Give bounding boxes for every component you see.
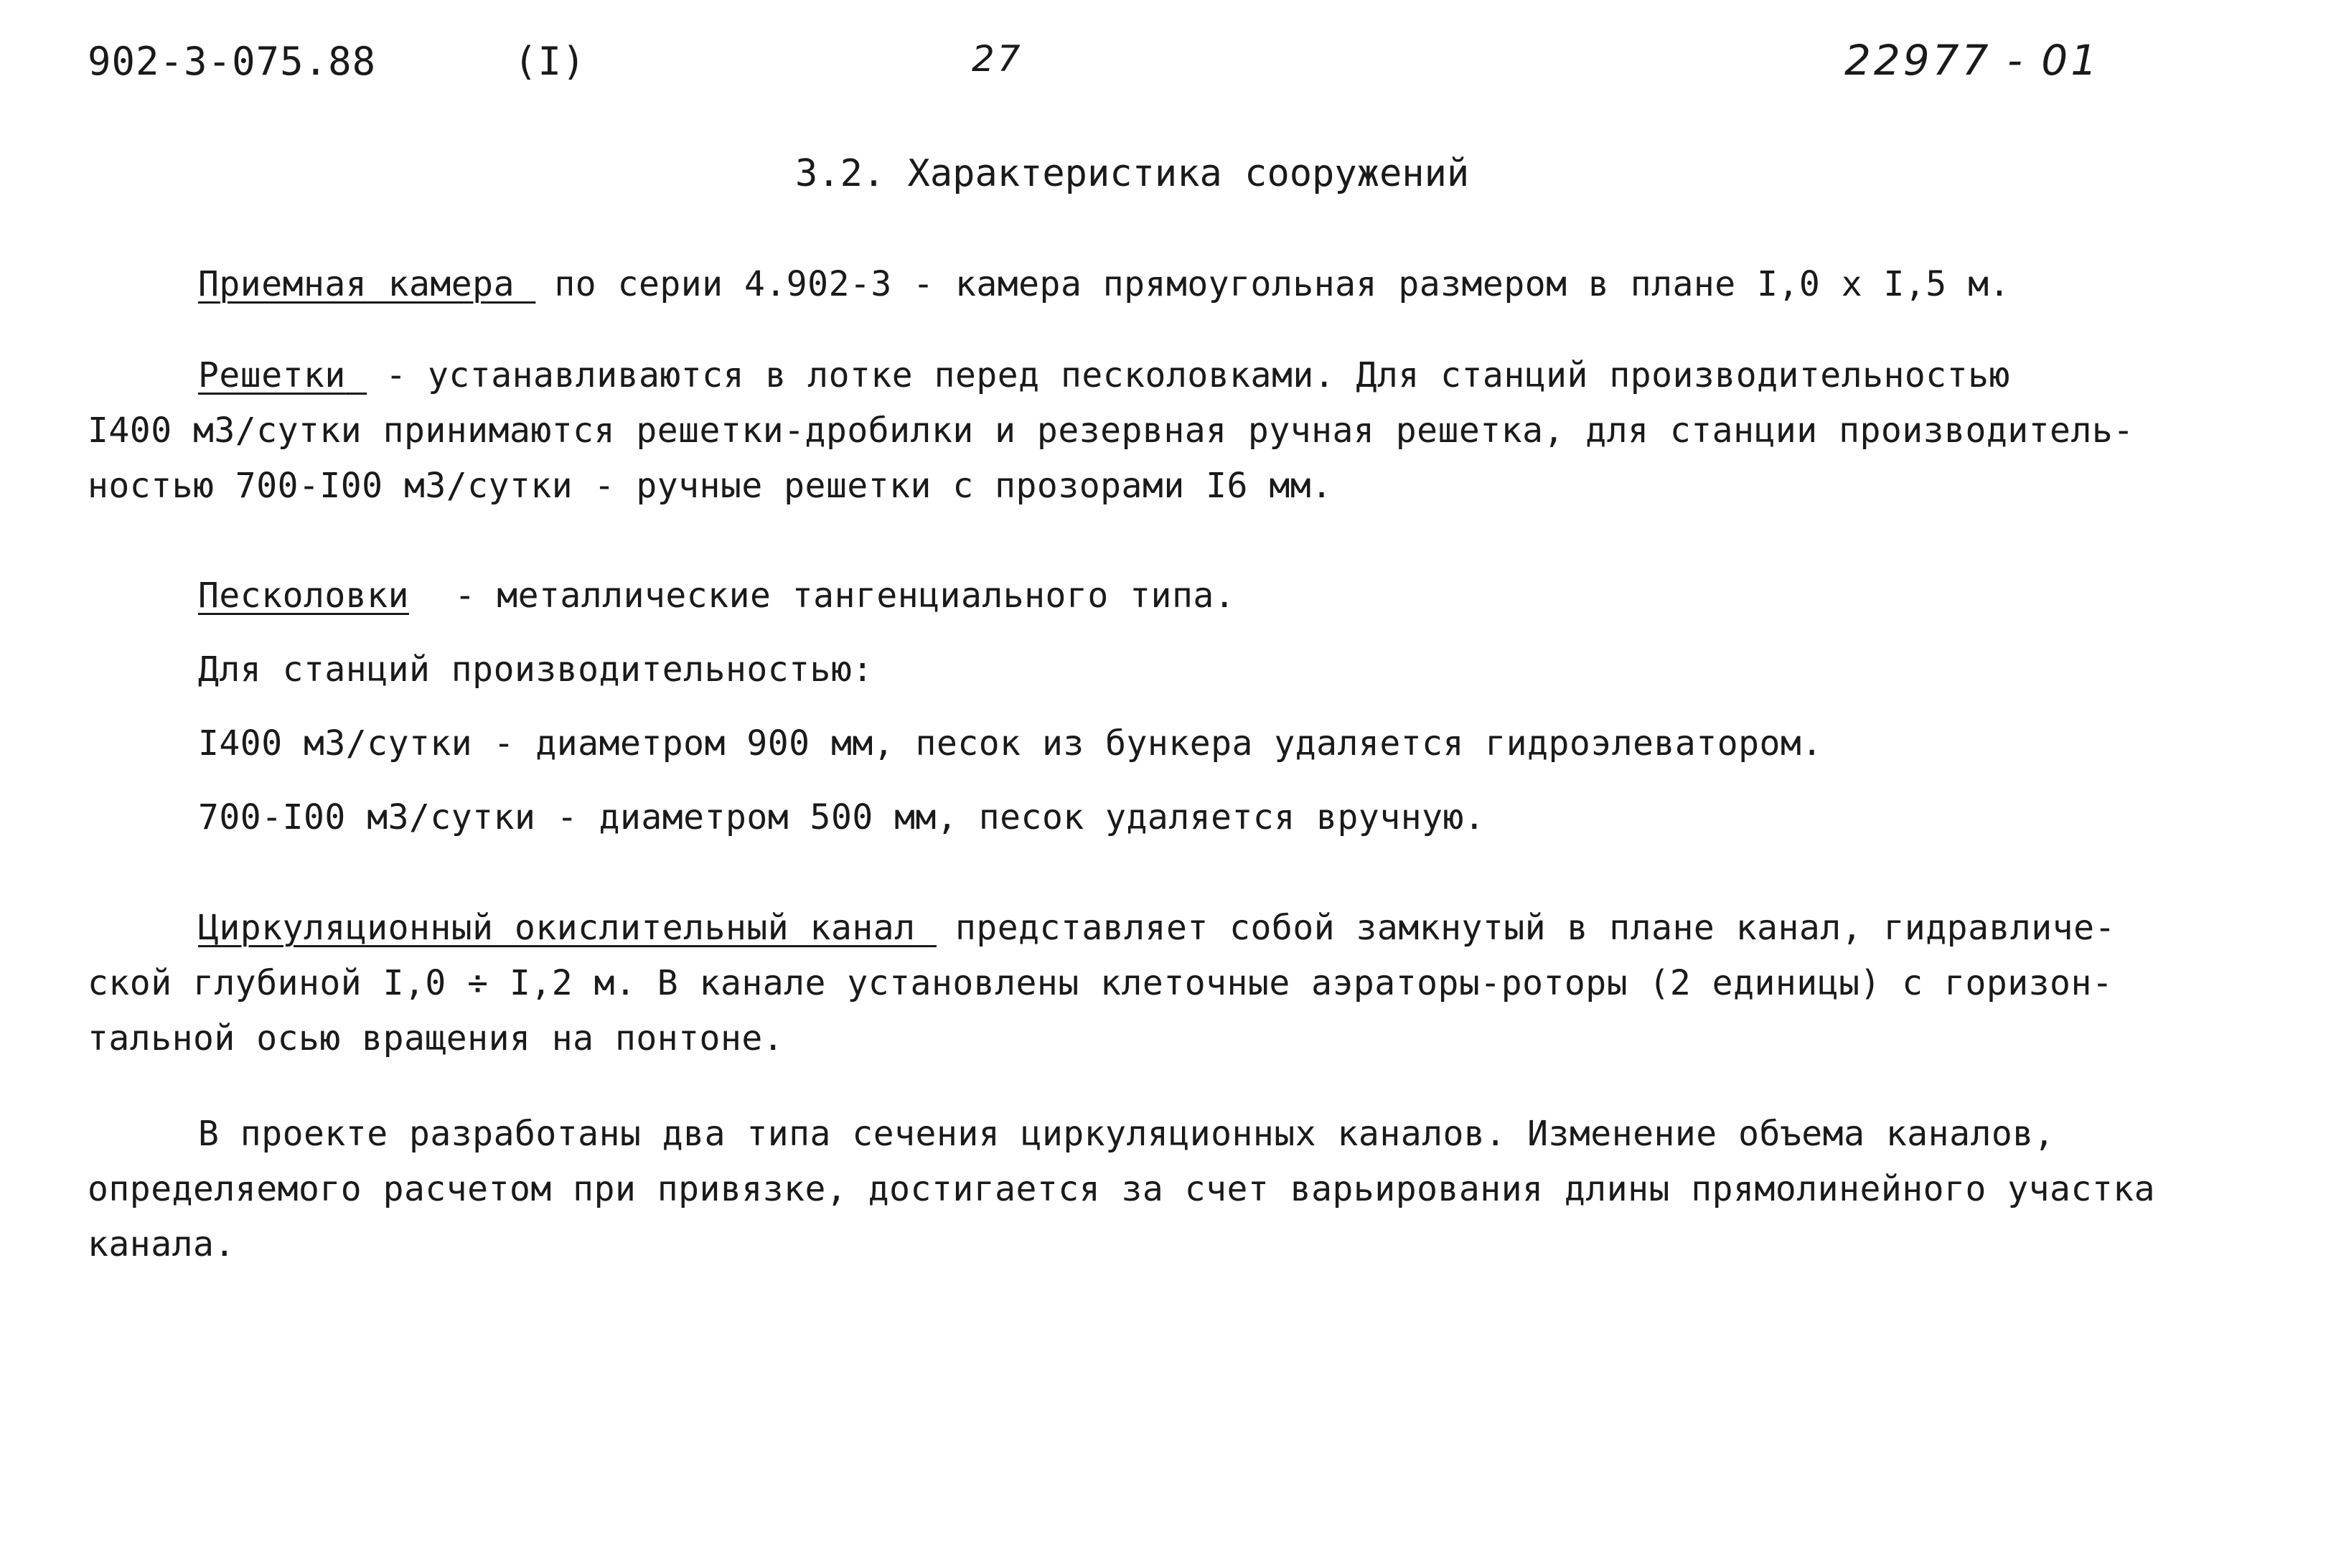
- paragraph-sand-traps-line-1: [198, 574, 1235, 617]
- grates-text-3: ностью 700-I00 м3/сутки - ручные решетки с прозорами I6 мм.: [88, 466, 1333, 506]
- channel-text-2: ской глубиной I,0 ÷ I,2 м. В канале установлены клеточные аэраторы-роторы (2 единицы) с горизон-: [88, 963, 2114, 1003]
- design-text-3: канала.: [88, 1224, 235, 1264]
- sand-traps-text-3: I400 м3/сутки - диаметром 900 мм, песок из бункера удаляется гидроэлеватором.: [198, 723, 1823, 764]
- design-text-2: определяемого расчетом при привязке, достигается за счет варьирования длины прямолинейного участка: [88, 1169, 2156, 1209]
- paragraph-receiving-chamber: [198, 263, 2010, 306]
- term-underline-tail: [515, 263, 533, 306]
- term-oxidation-channel: Циркуляционный окислительный канал: [198, 908, 916, 948]
- term-receiving-chamber: Приемная камера: [198, 264, 515, 304]
- inventory-number: 22977 - 01: [1844, 36, 2101, 85]
- sand-traps-text-2: Для станций производительностью:: [198, 649, 873, 690]
- page-number: 27: [972, 38, 1023, 80]
- sand-traps-text-4: 700-I00 м3/сутки - диаметром 500 мм, песок удаляется вручную.: [198, 797, 1486, 837]
- channel-text-1: представляет собой замкнутый в плане канал, гидравличе-: [955, 908, 2116, 948]
- grates-text-1: - устанавливаются в лотке перед песколовками. Для станций производительностью: [385, 355, 2010, 395]
- album-number: (I): [514, 39, 586, 84]
- term-underline-tail: [346, 354, 365, 397]
- term-underline-tail: [916, 906, 934, 949]
- design-text-1: В проекте разработаны два типа сечения циркуляционных каналов. Изменение объема каналов,: [198, 1114, 2055, 1154]
- channel-text-3: тальной осью вращения на понтоне.: [88, 1018, 784, 1058]
- term-grates: Решетки: [198, 355, 346, 395]
- sand-traps-text-1: - металлические тангенциального типа.: [454, 576, 1236, 616]
- doc-code: 902-3-075.88: [88, 39, 377, 84]
- paragraph-channel-line-1: [198, 906, 2116, 949]
- grates-text-2: I400 м3/сутки принимаются решетки-дробилки и резервная ручная решетка, для станции производитель-: [88, 410, 2134, 451]
- term-sand-traps: Песколовки: [198, 576, 409, 616]
- receiving-chamber-text: по серии 4.902-3 - камера прямоугольная размером в плане I,0 x I,5 м.: [554, 264, 2010, 304]
- paragraph-grates-line-1: [198, 354, 2010, 397]
- section-title: 3.2. Характеристика сооружений: [795, 152, 1470, 195]
